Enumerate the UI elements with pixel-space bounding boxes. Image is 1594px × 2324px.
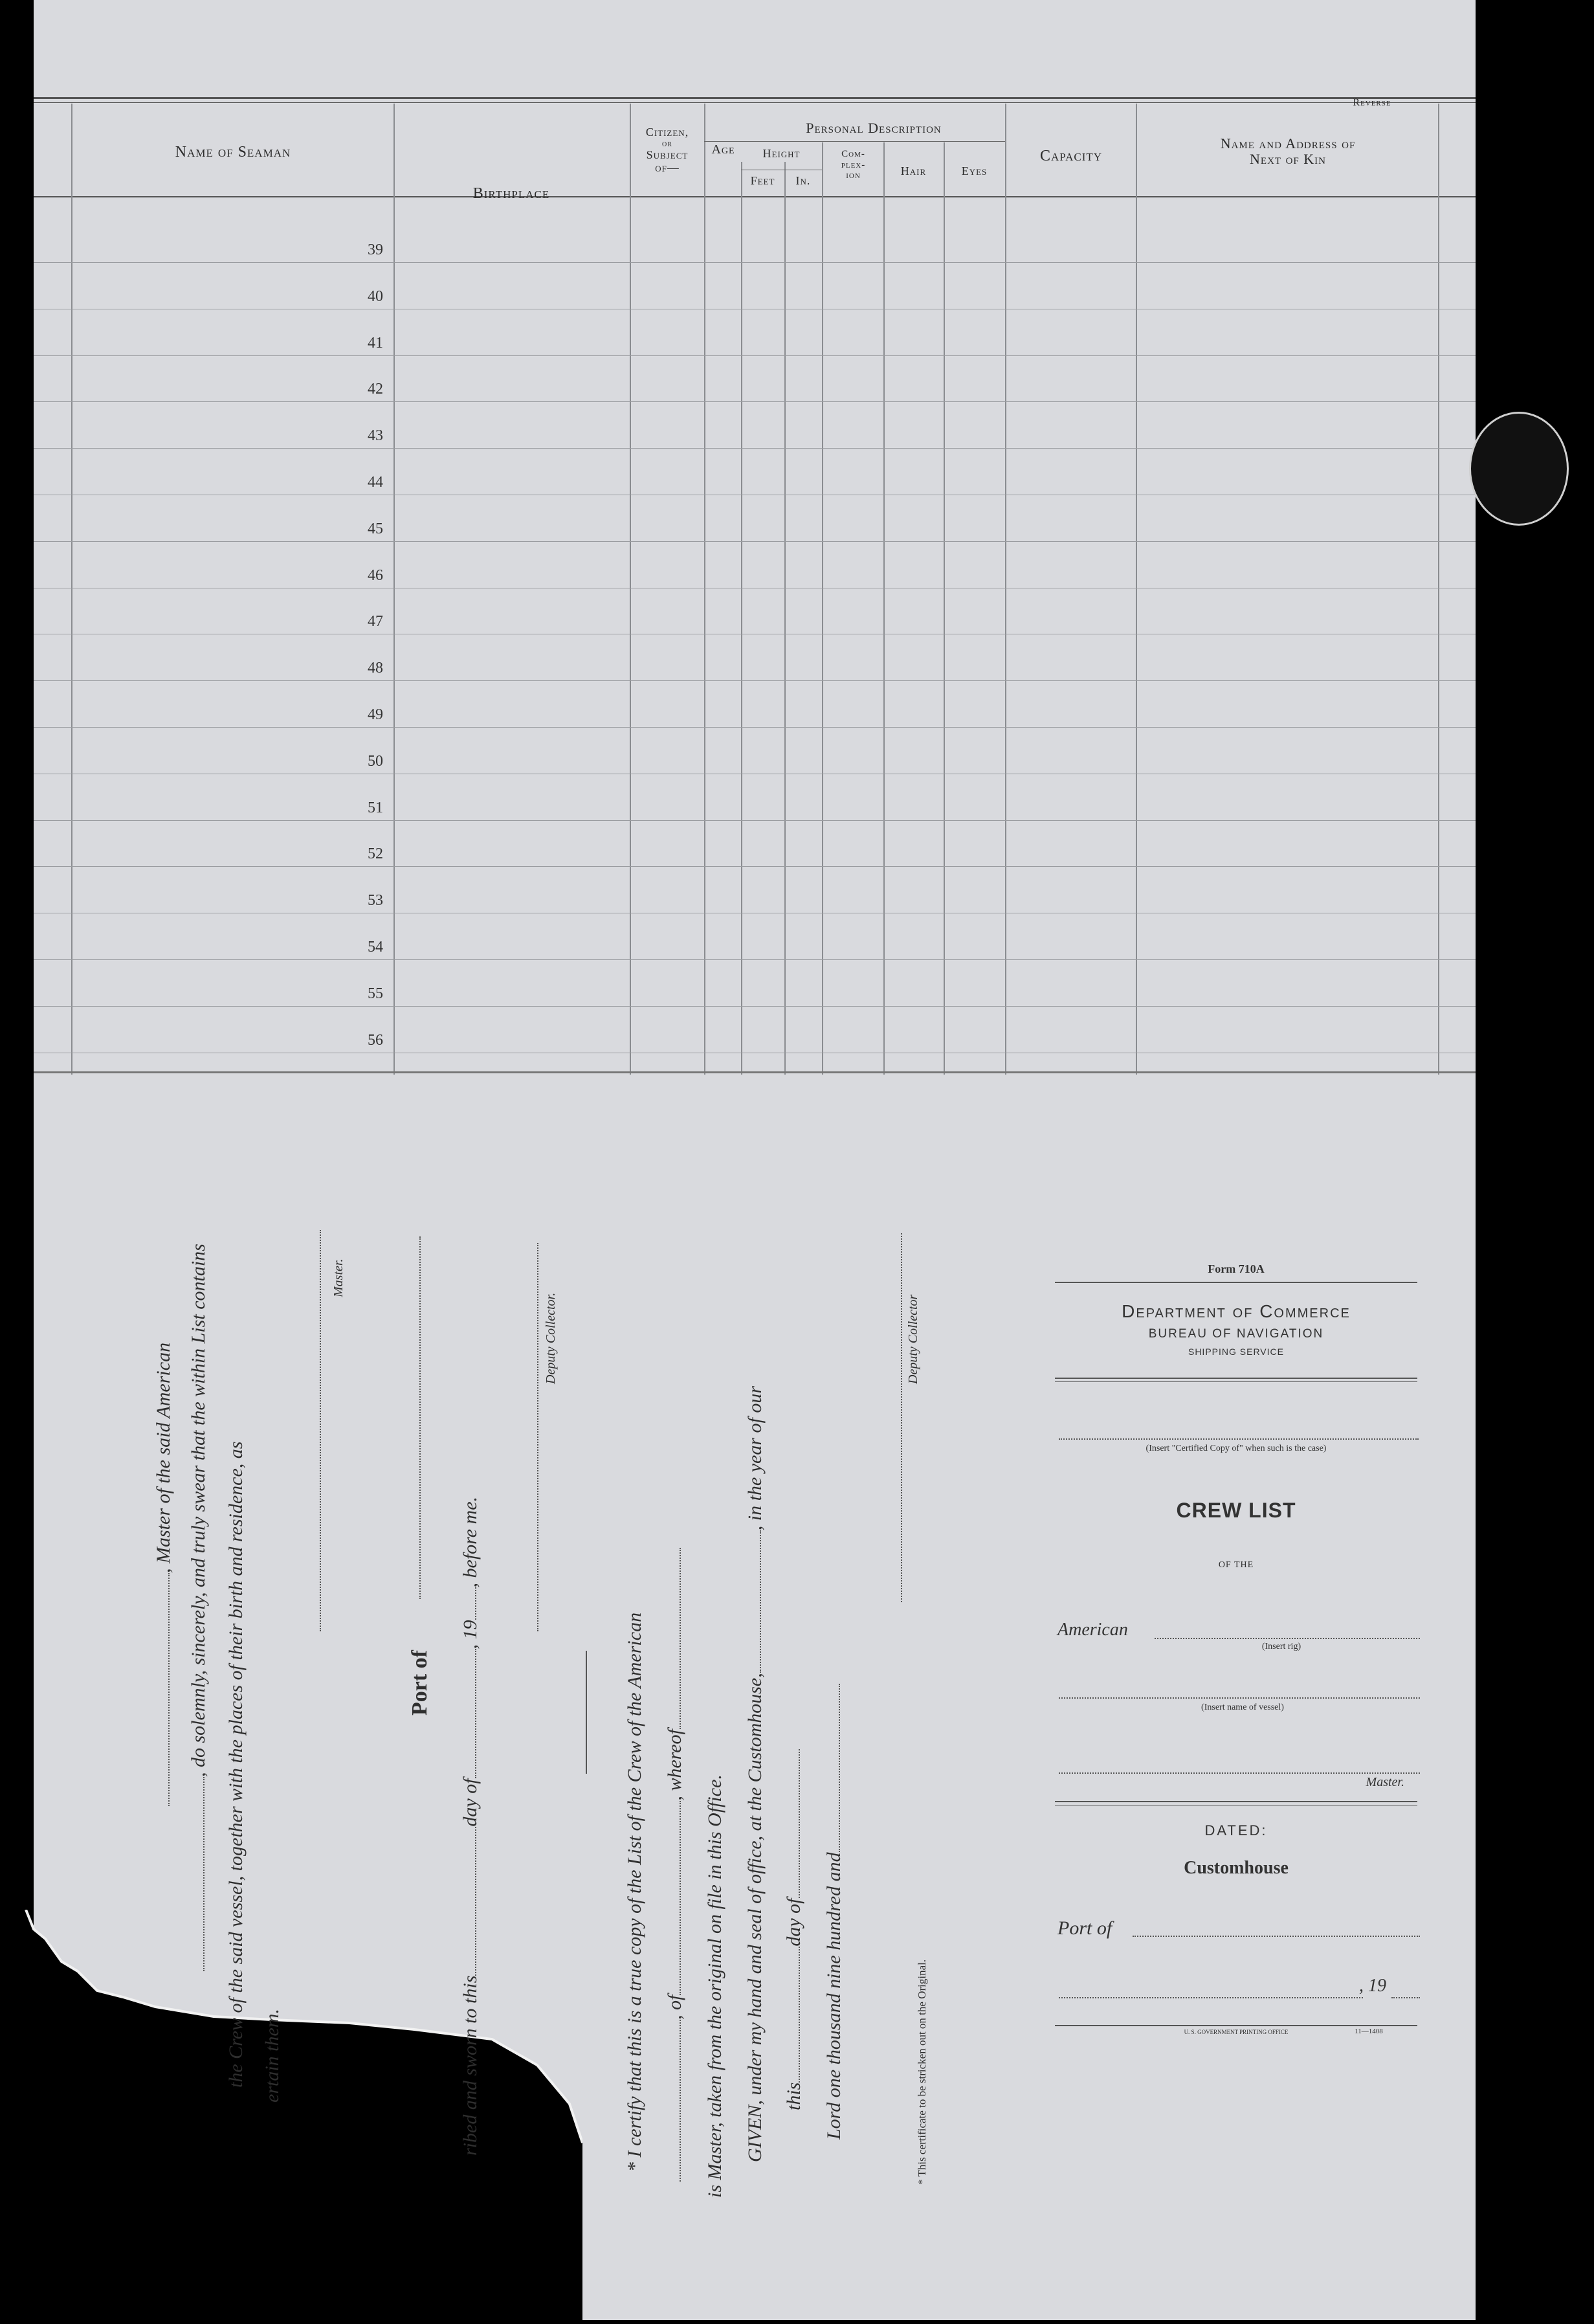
certificate-line-6: Lord one thousand nine hundred and xyxy=(823,1684,845,2140)
table-top-rule xyxy=(34,97,1476,99)
certificate-deputy-collector: Deputy Collector xyxy=(906,1294,920,1384)
header-height: Height xyxy=(762,147,801,160)
header-name-of-seaman: Name of Seaman xyxy=(175,144,291,161)
table-bottom-rule xyxy=(34,1071,1476,1073)
bureau-name: BUREAU OF NAVIGATION xyxy=(1148,1327,1324,1341)
row-number: 39 xyxy=(368,241,383,258)
certificate-line-3: is Master, taken from the original on file in this Office. xyxy=(704,1774,725,2198)
row-number: 48 xyxy=(368,660,383,676)
row-number: 41 xyxy=(368,335,383,352)
printer-code: 11—1408 xyxy=(1355,2028,1383,2035)
row-number: 55 xyxy=(368,985,383,1002)
row-number: 43 xyxy=(368,427,383,444)
oath-line-2: , do solemnly, sincerely, and truly swear that the within List contains xyxy=(188,1244,210,1971)
service-name: SHIPPING SERVICE xyxy=(1188,1346,1284,1357)
row-number: 54 xyxy=(368,939,383,955)
row-number: 42 xyxy=(368,381,383,397)
row-number: 40 xyxy=(368,288,383,305)
oath-subscribed: ribed and sworn to thisday of, 19, before me. xyxy=(459,1496,481,2156)
dated-label: DATED: xyxy=(1204,1822,1268,1838)
row-rule xyxy=(34,866,1476,867)
row-number: 51 xyxy=(368,799,383,816)
oath-line-1: , Master of the said American xyxy=(153,1343,175,1806)
header-birthplace: Birthplace xyxy=(472,185,550,202)
header-citizen: Citizen, or Subject of— xyxy=(645,126,689,174)
header-age: Age xyxy=(711,142,735,157)
row-number: 47 xyxy=(368,613,383,630)
corner-mark: Reverse xyxy=(1353,97,1391,108)
wax-seal xyxy=(1469,412,1569,526)
row-rule xyxy=(34,262,1476,263)
row-rule xyxy=(34,401,1476,402)
row-rule xyxy=(34,820,1476,821)
row-number: 50 xyxy=(368,753,383,770)
certificate-line-1: * I certify that this is a true copy of the List of the Crew of the American xyxy=(624,1612,645,2172)
header-hair: Hair xyxy=(900,164,927,177)
customhouse-label: Customhouse xyxy=(1184,1858,1289,1878)
department-name: Department of Commerce xyxy=(1122,1301,1351,1321)
oath-master-label: Master. xyxy=(331,1258,346,1297)
row-number: 46 xyxy=(368,567,383,584)
header-eyes: Eyes xyxy=(961,164,988,177)
header-bottom-rule xyxy=(34,196,1476,197)
header-personal-description: Personal Description xyxy=(806,120,942,136)
year-label: , 19 xyxy=(1359,1976,1386,1996)
insert-certified-note: (Insert "Certified Copy of" when such is the case) xyxy=(1146,1444,1327,1453)
row-number: 56 xyxy=(368,1032,383,1049)
row-number: 52 xyxy=(368,845,383,862)
printer-imprint: U. S. GOVERNMENT PRINTING OFFICE xyxy=(1184,2029,1289,2035)
of-the-label: OF THE xyxy=(1218,1560,1254,1570)
certificate-line-4: GIVEN, under my hand and seal of office, at the Customhouse,, in the year of our xyxy=(744,1385,766,2162)
certificate-footnote: * This certificate to be stricken out on the Original. xyxy=(916,1959,928,2185)
insert-vessel-name-note: (Insert name of vessel) xyxy=(1201,1703,1284,1712)
row-number: 44 xyxy=(368,474,383,491)
certificate-line-2: , of, whereof xyxy=(664,1548,686,2182)
master-label: Master. xyxy=(1366,1775,1404,1789)
insert-rig-note: (Insert rig) xyxy=(1261,1642,1301,1651)
american-label: American xyxy=(1057,1620,1128,1640)
row-number: 53 xyxy=(368,892,383,909)
oath-line-3: the Crew of the said vessel, together with the places of their birth and residence, as xyxy=(225,1441,247,2088)
row-rule xyxy=(34,959,1476,960)
row-rule xyxy=(34,448,1476,449)
oath-line-4: ertain them. xyxy=(261,2009,283,2103)
oath-port-of: Port of xyxy=(408,1649,432,1715)
torn-corner xyxy=(0,1910,582,2324)
header-inches: In. xyxy=(795,174,811,187)
crew-list-title: CREW LIST xyxy=(1176,1499,1296,1522)
port-of-label: Port of xyxy=(1057,1917,1112,1939)
header-feet: Feet xyxy=(750,174,775,187)
row-number: 49 xyxy=(368,706,383,723)
row-rule xyxy=(34,680,1476,681)
row-rule xyxy=(34,727,1476,728)
certificate-line-5: thisday of xyxy=(783,1749,805,2110)
row-rule xyxy=(34,355,1476,356)
oath-deputy-collector: Deputy Collector. xyxy=(544,1292,558,1384)
header-next-of-kin: Name and Address of Next of Kin xyxy=(1220,135,1356,168)
row-number: 45 xyxy=(368,520,383,537)
header-capacity: Capacity xyxy=(1039,148,1103,164)
form-number: Form 710A xyxy=(1208,1262,1265,1275)
row-rule xyxy=(34,541,1476,542)
header-complexion: Com- plex- ion xyxy=(841,149,866,181)
row-rule xyxy=(34,1006,1476,1007)
